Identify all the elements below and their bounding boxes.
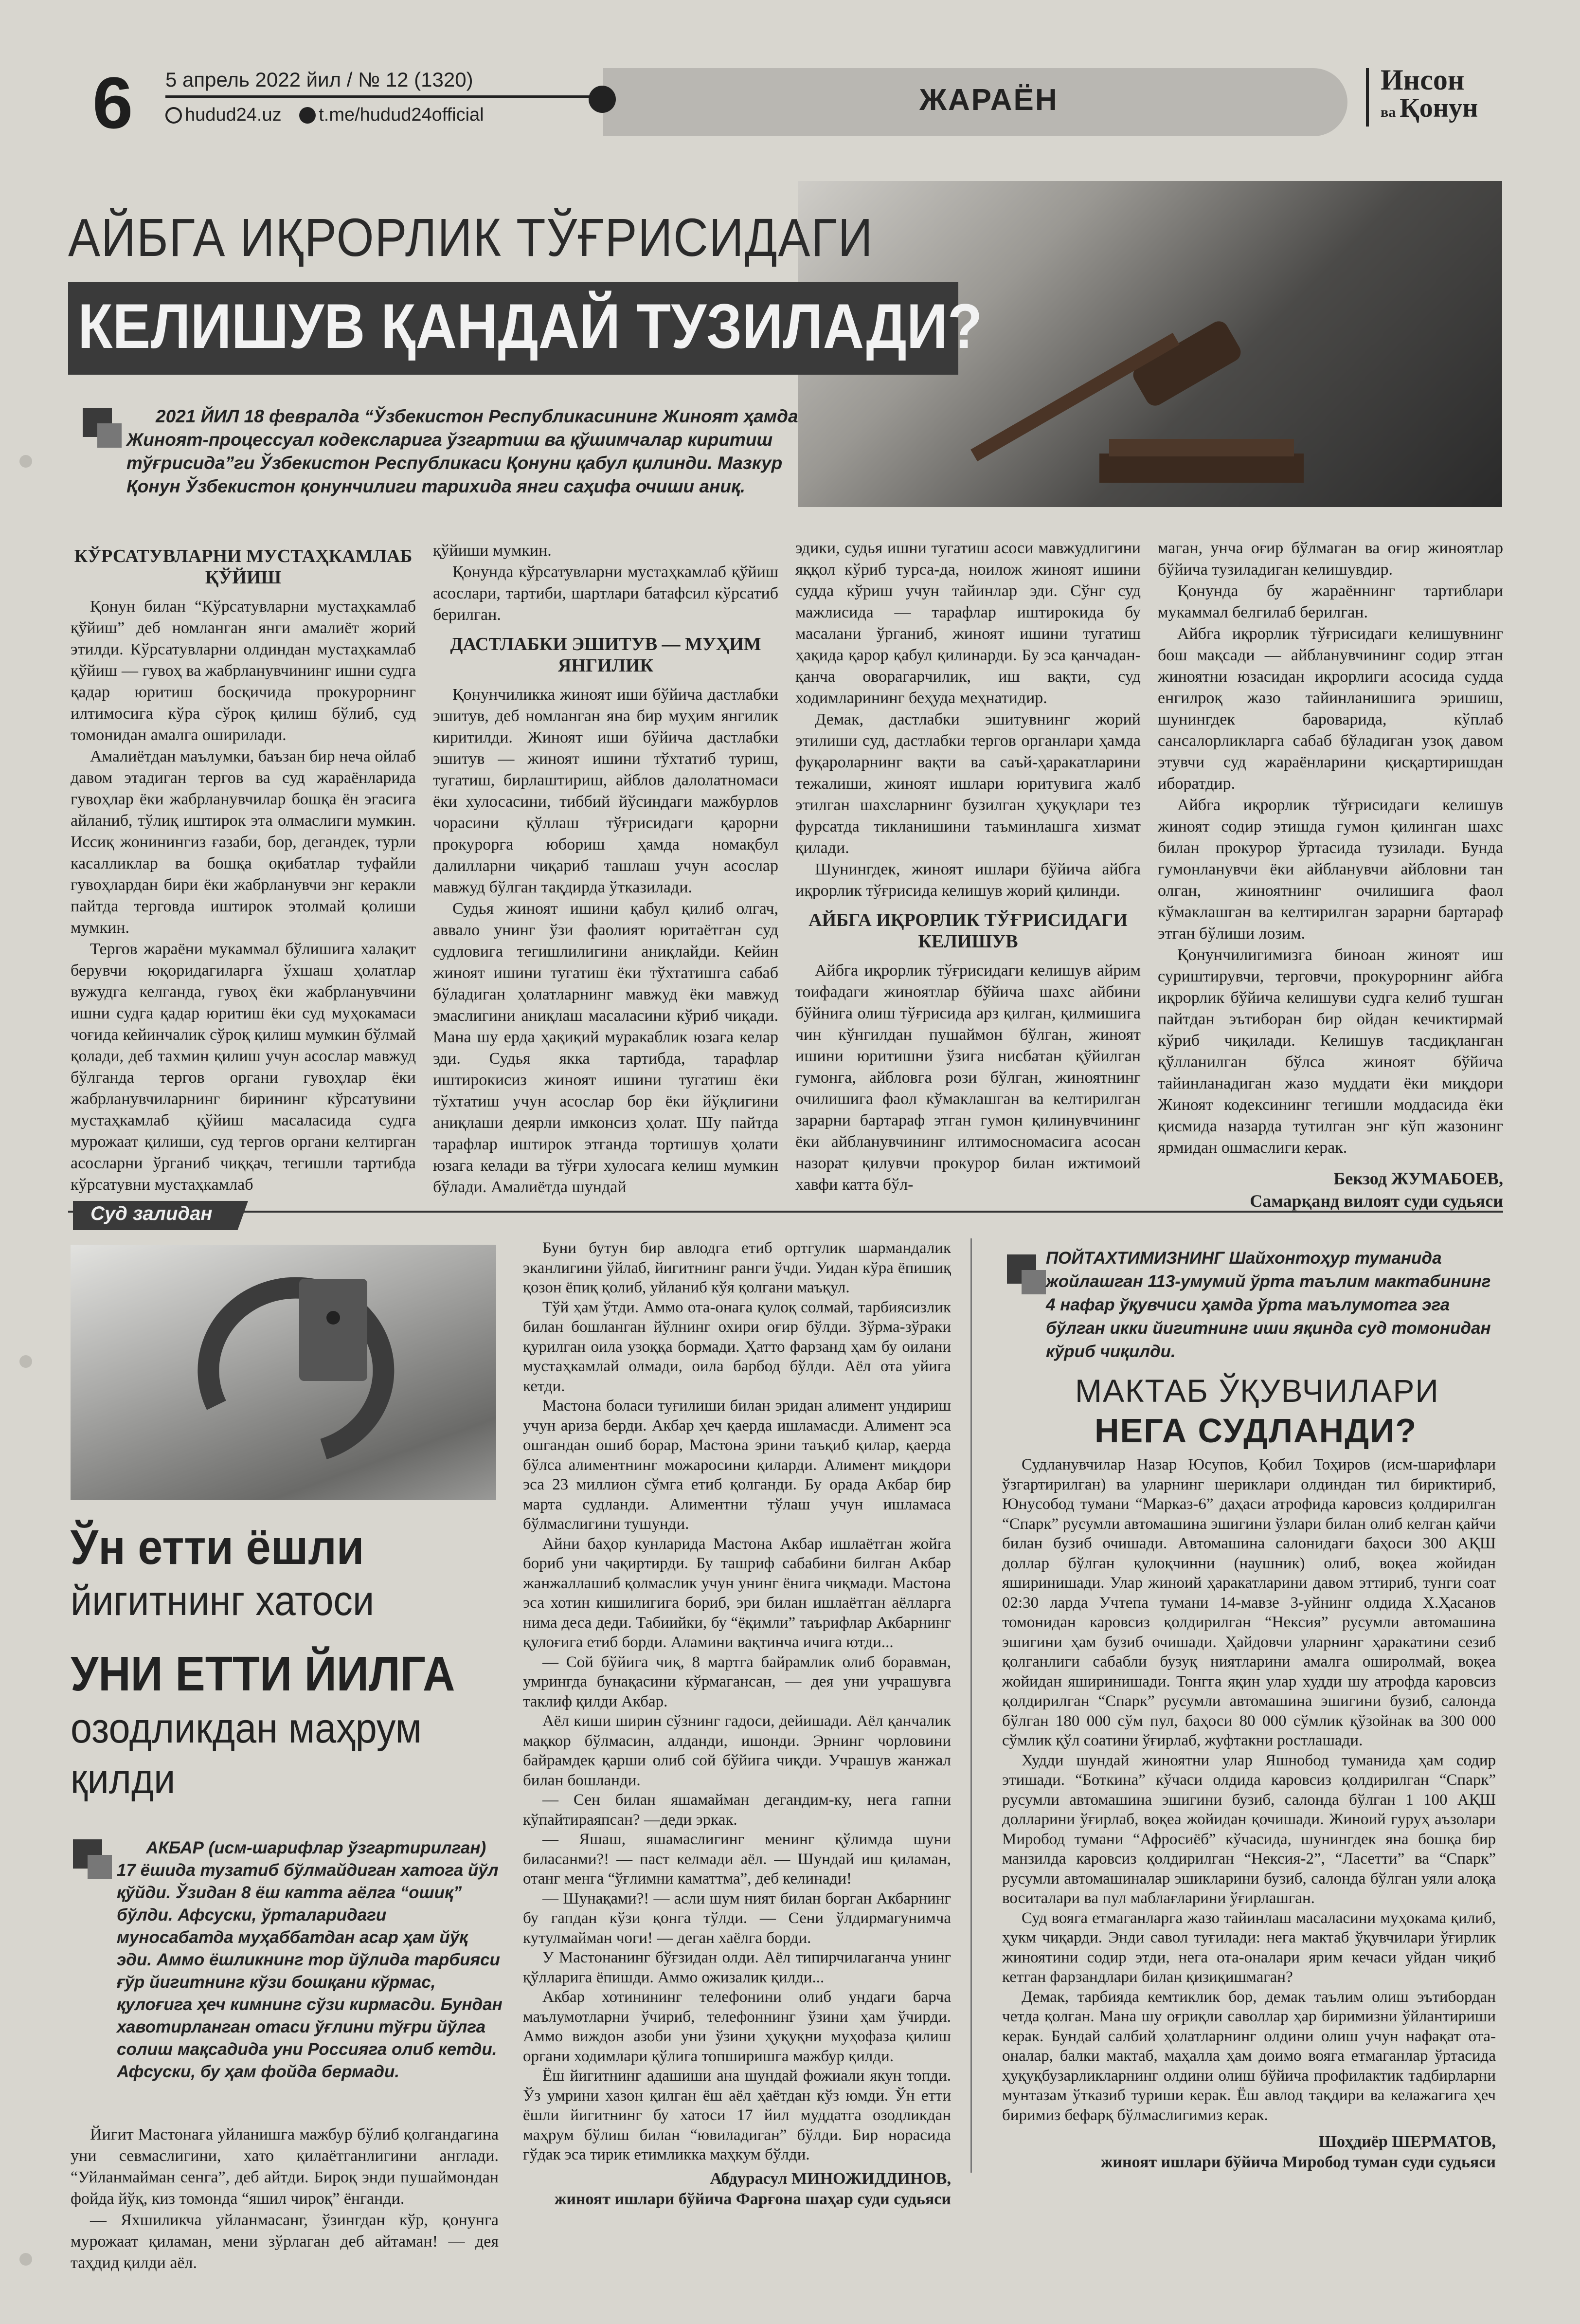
article2-head-d: озодликдан маҳрум қилди — [71, 1705, 422, 1802]
page-number: 6 — [92, 62, 133, 144]
article1-column3: эдики, судья ишни тугатиш асоси мавжудлигини яққол кўриб турса-да, ноилож жиноят ишини судда кўриш учун тайинлар эди. Сўнг суд мажлисида — тарафлар иштирокида бу масалани ўрганиб, жиноят ишини тугатиш ҳақида қарор қабул қилинарди. Бу эса қанчадан-қанча оворагарчилик, иш вақти, суд ходимларининг беҳуда меҳнатидир. Демак, дастлабки эшитувнинг жорий этилиши суд, дастлабки тергов органлари ҳамда фуқароларнинг вақти ва саъй-ҳаракатларини тежалиши, жиноят ишлари юритувига жалб этилган шахсларнинг бузилган ҳуқуқлари тез фурсатда тикланишини таъминлашга хизмат қилади. Шунингдек, жиноят ишлари бўйича айбга иқрорлик тўғрисида келишув жорий қилинди. АЙБГА ИҚРОРЛИК ТЎҒРИСИДАГИ КЕЛИШУВ Айбга иқрорлик тўғрисидаги келишув айрим тоифадаги жиноятлар бўйича шахс айбини бўйнига олиш тўғрисида арз қилган, қилмишига чин кўнгилдан пушаймон бўлган, жиноят ишини юритишни ўзига нисбатан қўйилган гумонга, айбловга рози бўлган, жиноятнинг очилишига фаол кўмаклашган ва келтирилган зарарни бартараф этган гумон қилинувчининг ёки айбланувчининг илтимосномасига асосан назорат қилувчи прокурор билан ижтимоий хавфи катта бўл- — [795, 539, 1141, 1194]
globe-icon — [165, 107, 182, 124]
article1-title-line1: АЙБГА ИҚРОРЛИК ТЎҒРИСИДАГИ — [68, 208, 874, 268]
col3-heading: АЙБГА ИҚРОРЛИК ТЎҒРИСИДАГИ КЕЛИШУВ — [808, 910, 1128, 952]
article1-column4: маган, унча оғир бўлмаган ва оғир жиноятлар бўйича тузиладиган келишувдир. Қонунда бу жараённинг тартиблари мукаммал белгилаб берилган. Айбга иқрорлик тўғрисидаги келишувнинг бош мақсади — айбланувчининг содир этган жиноятни юзасидан иқрорлиги асосида судда енгилроқ жазо тайинланишига эришиш, шунингдек бароварида, кўплаб сансалорликларга сабаб бўладиган узоқ давом этувчи суд жараёнларини қисқартиришдан иборатдир. Айбга иқрорлик тўғрисидаги келишув жиноят содир этишда гумон қилинган шахс билан прокурор ўртасида тузилади. Бунда гумонланувчи ёки айбланувчи айбловни тан олган, жиноятнинг очилишига фаол кўмаклашган ва келтирилган зарарни бартараф этган бўлиши лозим. Қонунчилигимизга биноан жиноят иш суриштирувчи, терговчи, прокурорнинг айбга иқрорлик бўйича келишуви судга келиб тушган пайтдан эътиборан бир ойдан кечиктирмай кўриб чиқилади. Келишув тасдиқланган қўлланилган бўлса жиноят бўйича тайинланадиган жазо муддати ёки миқдори Жиноят кодексининг тегишли моддасида ёки қисмида назарда тутилган энг кўп жазонинг ярмидан ошмаслиги керак. Бекзод ЖУМАБОЕВ, Самарқанд вилоят суди судьяси — [1158, 538, 1503, 1212]
article3-title-b: НЕГА СУДЛАНДИ? — [1095, 1412, 1418, 1450]
handcuffs-photo — [71, 1245, 496, 1500]
website-link[interactable]: hudud24.uz — [165, 105, 282, 125]
lead3-marker-shadow-icon — [1022, 1270, 1046, 1294]
article3-author: Шоҳдиёр ШЕРМАТОВ, — [1318, 2133, 1496, 2151]
article1-author: Бекзод ЖУМАБОЕВ, — [1333, 1169, 1503, 1188]
article2-author-title: жиноят ишлари бўйича Фарғона шаҳар суди судьяси — [554, 2190, 951, 2208]
binder-hole — [19, 2253, 32, 2266]
article1-title-line2: КЕЛИШУВ ҚАНДАЙ ТУЗИЛАДИ? — [78, 290, 983, 362]
article1-author-title: Самарқанд вилоят суди судьяси — [1250, 1191, 1503, 1211]
col2-heading: ДАСТЛАБКИ ЭШИТУВ — МУҲИМ ЯНГИЛИК — [450, 634, 761, 676]
logo-divider — [1366, 68, 1369, 127]
article2-column2: Буни бутун бир авлодга етиб ортгулик шармандалик эканлигини ўйлаб, йигитнинг ранги ўчди. Уидан кўра ёпишиқ қозон ёпиқ қолиб, уйланиб кўя қолгани маъқул. Тўй ҳам ўтди. Аммо ота-онага қулоқ солмай, тарбиясизлик билан бошланган йўлнинг охири оғир бўлди. Зўрма-зўраки қурилган оила узоққа бормади. Ҳатто фарзанд ҳам бу оилани мустаҳкамлай олмади, оила барбод бўлди. Аёл ота уйига кетди. Мастона боласи туғилиши билан эридан алимент ундириш учун ариза берди. Акбар ҳеч қаерда ишламасди. Алимент эса ошгандан ошиб борар, Мастона эрини таъқиб қилар, қаерда бўлса алиментнинг можаросини қиларди. Алимент миқдори эса 23 миллион сўмга етиб қолганди. Бу орада Акбар бир марта судланди. Алиментни тўлаш учун ишламаса бўлмаслигини тушунди. Айни баҳор кунларида Мастона Акбар ишлаётган жойга бориб уни чақиртирди. Бу ташриф сабабини билган Акбар жанжаллашиб қолмаслик учун унинг ёнига чиқмади. Мастона эса хотин кишилигига бориб, эри билан ишлаётган аёлларга нима деса деди. Табиийки, бу “ёқимли” таърифлар Акбарнинг қулоғига етиб борди. Аламини вақтинча ичига ютди... — Сой бўйига чиқ, 8 мартга байрамлик олиб боравман, умрингда бунақасини кўрмагансан, — дея уни учрашувга таклиф қилди Акбар. Аёл киши ширин сўзнинг гадоси, дейишади. Аёл қанчалик мақкор бўлмасин, алданди, ишонди. Эрнинг чорловини байрамдек қарши олиб сой бўйига чиқди. Учрашув жанжал билан бошланди. — Сен билан яшамайман дегандим-ку, нега гапни кўпайтираяпсан? —деди эркак. — Яшаш, яшамаслигинг менинг қўлимда шуни биласанми?! — паст келмади аёл. — Шундай иш қиламан, отанг менга “ўғлимни каматтма”, деб келинади! — Шунақами?! — асли шум ният билан борган Акбарнинг бу гапдан кўзи қонга тўлди. — Сени ўлдирмагунимча кутулмайман чоги! — деган хаёлга борди. У Мастонанинг бўғзидан олди. Аёл типирчилаганча унинг қўлларига ёпишди. Аммо ожизалик қилди... Акбар хотинининг телефонини олиб ундаги барча маълумотларни ўчириб, телефоннинг ўзини ҳам ўчирди. Аммо виждон азоби уни ўзини ҳуқуқни муҳофаза қилиш органи ходимлари қўлига топширишга мажбур қилди. Ёш йигитнинг адашиши ана шундай фожиали якун топди. Ўз умрини хазон қилган ёш аёл ҳаётдан кўз юмди. Ўн етти ёшли йигитнинг бу хатоси 17 йил муддатга озодликдан маҳрум бўлиш билан “ювиладиган” бўлди. Бир норасида гўдак эса тирик етимликка маҳкум бўлди. Абдурасул МИНОЖИДДИНОВ, жиноят ишлари бўйича Фарғона шаҳар суди судьяси — [523, 1238, 951, 2210]
lead2-marker-shadow-icon — [88, 1855, 112, 1879]
section-title: ЖАРАЁН — [919, 83, 1059, 117]
article1-lead: 2021 ЙИЛ 18 февралда “Ўзбекистон Республикасининг Жиноят ҳамда Жиноят-процессуал кодексларига ўзгартиш ва қўшимчалар киритиш тўғрисида”ги Ўзбекистон Республикаси Қонуни қабул қилинди. Мазкур Қонун Ўзбекистон қонунчилиги тарихида янги саҳифа очиши аниқ. — [126, 406, 798, 496]
article3-title-a: МАКТАБ ЎҚУВЧИЛАРИ — [1075, 1373, 1439, 1409]
article2-head-c: УНИ ЕТТИ ЙИЛГА — [71, 1647, 455, 1701]
col1-heading: КЎРСАТУВЛАРНИ МУСТАҲКАМЛАБ ҚЎЙИШ — [74, 546, 413, 588]
rubric-label: Суд залидан — [90, 1203, 213, 1224]
telegram-icon — [299, 107, 316, 124]
article2-head-a: Ўн етти ёшли — [71, 1520, 364, 1575]
lead-marker-shadow-icon — [97, 423, 122, 448]
handcuffs-icon — [71, 1245, 496, 1500]
header-rule — [165, 95, 603, 98]
column-divider — [970, 1238, 972, 2173]
logo-line1: Инсон — [1381, 64, 1465, 96]
article3-author-title: жиноят ишлари бўйича Миробод туман суди судьяси — [1100, 2153, 1496, 2171]
article2-head-b: йигитнинг хатоси — [71, 1578, 375, 1624]
article2-column1: Йигит Мастонага уйланишга мажбур бўлиб қолгандагина уни севмаслигини, хато қилаётганлигини англади. “Уйланмайман сенга”, деб айтди. Бироқ энди пушаймондан фойда йўқ, киз томонда “яшил чироқ” ёнганди. — Яхшиликча уйланмасанг, ўзингдан кўр, қонунга мурожаат қиламан, мени зўрлаган деб айтаман! — дея таҳдид қилди аёл. — [71, 2125, 499, 2272]
article1-column2: қўйиши мумкин. Қонунда кўрсатувларни мустаҳкамлаб қўйиш асослари, тартиби, шартлари батафсил кўрсатиб берилган. ДАСТЛАБКИ ЭШИТУВ — МУҲИМ ЯНГИЛИК Қонунчиликка жиноят иши бўйича дастлабки эшитув, деб номланган яна бир муҳим янгилик киритилди. Жиноят иши бўйича дастлабки эшитув — жиноят ишини тўхтатиб туриш, тугатиш, бирлаштириш, айблов далолатномаси ёки хулосасини, тиббий йўсиндаги мажбурлов чорасини қўллаш тўғрисидаги қарорни прокурорга юбориш ҳамда номақбул далилларни чиқариб ташлаш учун асослар мавжуд бўлган тақдирда ўтказилади. Судья жиноят ишини қабул қилиб олгач, аввало унинг ўзи фаолият юритаётган суд судловига тегишлилигини аниқлайди. Кейин жиноят ишини тугатиш ёки тўхтатишга сабаб бўладиган ҳолатларнинг мавжуд ёки мавжуд эмаслигини аниқлаш масаласини кўриб чиқади. Мана шу ерда ҳақиқий муракаблик юзага келар эди. Судья якка тартибда, тарафлар иштирокисиз жиноят ишини тугатиш ёки тўхтатиш учун асослар бор ёки йўқлигини аниқлаши деярли имконсиз ҳолат. Шу пайтда тарафлар иштирок этганда тортишув ҳолати юзага келади ва тўғри хулосага келиш мумкин бўлади. Амалиётда шундай — [433, 542, 778, 1196]
logo-line2: ва Қонун — [1381, 93, 1478, 123]
section-divider — [68, 1211, 1503, 1213]
telegram-link[interactable]: t.me/hudud24official — [299, 105, 484, 125]
binder-hole — [19, 455, 32, 468]
article3-lead: ПОЙТАХТИМИЗНИНГ Шайхонтоҳур туманида жойлашган 113-умумий ўрта таълим мактабининг 4 нафар ўқувчиси ҳамда ўрта маълумотга эга бўлган икки йигитнинг иши яқинда суд томонидан кўриб чиқилди. — [1046, 1249, 1491, 1361]
article1-column1: КЎРСАТУВЛАРНИ МУСТАҲКАМЛАБ ҚЎЙИШ Қонун билан “Кўрсатувларни мустаҳкамлаб қўйиш” деб номланган янги амалиёт жорий этилди. Кўрсатувларни олдиндан мустаҳкамлаб қўйиш — гувоҳ ва жабрланувчининг ишни судга қадар юритиш босқичида прокурорнинг илтимосига кўра сўроқ қилиш бўлиб, суд томонидан амалга оширилади. Амалиётдан маълумки, баъзан бир неча ойлаб давом этадиган тергов ва суд жараёнларида гувоҳлар ёки жабрланувчилар бошқа ён эгасига айланиб, тўлиқ иштирок эта олмаслиги мумкин. Иссиқ жонинингиз ғазаби, бор, дегандек, турли касалликлар ва бошқа оқибатлар туфайли гувоҳлардан бири ёки жабрланувчи энг керакли пайтда терговда иштирок этолмай қолиши мумкин. Тергов жараёни мукаммал бўлишига халақит берувчи юқоридагиларга ўхшаш ҳолатлар вужудга келганда, гувоҳ ёки жабрланувчини ишни судга қадар юритиш ёки суд муҳокамаси чоғида кейинчалик сўроқ қилиш мумкин бўлмай қолади, деб тахмин қилиш учун асослар мавжуд бўлганда тергов органи гувоҳлар ёки жабрланувчиларнинг бирининг кўрсатувини мустаҳкамлаб қўйиш масаласида судга мурожаат қилиши, суд тергов органи келтирган асосларни ўрганиб чиққач, тегишли тартибда кўрсатувни мустаҳкамлаб — [71, 546, 416, 1194]
header-links — [165, 105, 497, 126]
article2-author: Абдурасул МИНОЖИДДИНОВ, — [710, 2169, 951, 2188]
binder-hole — [19, 1355, 32, 1368]
issue-date: 5 апрель 2022 йил / № 12 (1320) — [165, 68, 473, 91]
header-dot — [589, 86, 616, 113]
article3-body: Судланувчилар Назар Юсупов, Қобил Тоҳиров (исм-шарифлари ўзгартирилган) ва уларнинг шериклари олдиндан тил бириктириб, Юнусобод тумани “Марказ-6” даҳаси атрофида каровсиз қолдирилган “Спарк” русумли автомашина эшигини ўзлари билан олиб келган қайчи билан бузиб очишади. Автомашина салонидаги баҳоси 300 АҚШ доллар бўлган қулоқчинни (наушник) олиб, воқеа жойидан яширинишади. Улар жиноий ҳаракатларини давом эттириб, тунги соат 02:30 ларда Учтепа тумани 14-мавзе 3-уйнинг олдида Х.Ҳасанов томонидан каровсиз қолдирилган “Нексия” русумли автомашина эшигини ҳам бузиб очишади. Ҳайдовчи уларнинг ҳаракатини сезиб қолганлиги сабабли бузуқ ниятларини амалга оширолмай, воқеа жойидан яширинишади. Тонгга яқин улар худди шу атрофда каровсиз қолдирилган “Спарк” русумли автомашина эшигини бузиб, салонда бўлган 180 000 сўм пул, баҳоси 80 000 сўмлик қўзойнак ва 300 000 сўмлик қўл соатини ўғирлаб, жуфтакни ростлашади. Худди шундай жиноятни улар Яшнобод туманида ҳам содир этишади. “Боткина” кўчаси олдида каровсиз қолдирилган “Спарк” русумли автомашина эшигини бузиб, салонда бўлган 1 100 АҚШ долларини ўғирлаб, воқеа жойидан қочишади. Жиноий гуруҳ аъзолари Миробод тумани “Афросиёб” кўчасида, шунингдек яна бошқа бир манзилда каровсиз қолдирилган “Нексия-2”, “Ласетти” ва “Спарк” русумли автомашиналар эшикларини бузиб, салонда бўлган уяли алоқа воситалари ва пул маблағларини ўғирлашган. Суд воягa етмаганларга жазо тайинлаш масаласини муҳокама қилиб, ҳукм чиқарди. Энди савол туғилади: нега мактаб ўқувчилари ўғирлик жиноятини содир этди, нега ота-оналари ярим кечаси уйдан чиқиб кетган фарзандлари билан қизиқишмаган? Демак, тарбияда кемтиклик бор, демак таълим олиш эътибордан четда қолган. Мана шу оғриқли саволлар ҳар биримизни ўйлантириши керак. Бундай салбий ҳолатларнинг олдини олиш учун нафақат ота-оналар, балки мактаб, маҳалла ҳам доимо вояга етмаганлар ўртасида ҳуқуқбузарликларнинг олдини олиш бўйича профилактик тадбирларни мунтазам ўтказиб туриши керак. Ёш авлод тақдири ва келажагига ҳеч биримиз бефарқ бўлмаслигимиз керак. Шоҳдиёр ШЕРМАТОВ, жиноят ишлари бўйича Миробод туман суди судьяси — [1002, 1455, 1496, 2173]
article2-lead: АКБАР (исм-шарифлар ўзгартирилган) 17 ёшида тузатиб бўлмайдиган хатога йўл қўйди. Ўзидан 8 ёш катта аёлга “ошиқ” бўлди. Афсуски, ўрталаридаги муносабатда муҳаббатдан асар ҳам йўқ эди. Аммо ёшликнинг тор йўлида тарбияси ғўр йигитнинг кўзи бошқани кўрмас, қулоғига ҳеч кимнинг сўзи кирмасди. Бундан хавотирланган отаси ўғлини тўғри йўлга солиш мақсадида уни Россияга олиб кетди. Афсуски, бу ҳам фойда бермади. — [117, 1838, 503, 2081]
